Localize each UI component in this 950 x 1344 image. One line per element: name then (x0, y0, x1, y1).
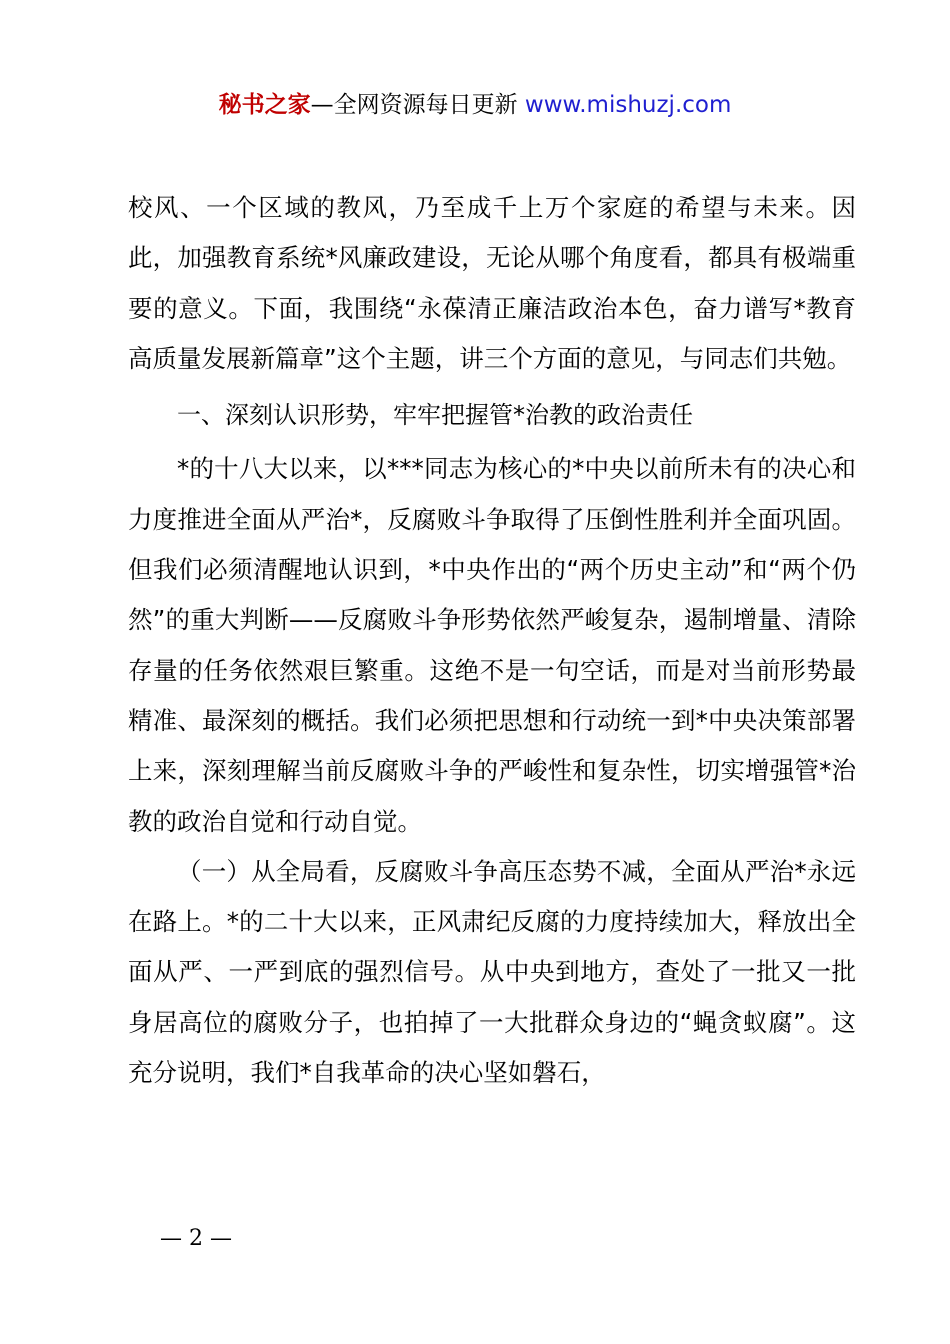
page-number: — 2 — (160, 1226, 232, 1251)
document-body (128, 183, 856, 1098)
site-brand: 秘书之家 (218, 92, 311, 118)
body-paragraph: *的十八大以来，以***同志为核心的*中央以前所未有的决心和力度推进全面从严治*，反腐败斗争取得了压倒性胜利并全面巩固。但我们必须清醒地认识到，*中央作出的“两个历史主动”和“两个仍然”的重大判断——反腐败斗争形势依然严峻复杂，遏制增量、清除存量的任务依然艰巨繁重。这绝不是一句空话，而是对当前形势最精准、最深刻的概括。我们必须把思想和行动统一到*中央决策部署上来，深刻理解当前反腐败斗争的严峻性和复杂性，切实增强管*治教的政治自觉和行动自觉。 (128, 454, 856, 836)
section-heading: 一、深刻认识形势，牢牢把握管*治教的政治责任 (177, 401, 693, 430)
site-slogan: —全网资源每日更新 (310, 92, 518, 118)
body-paragraph: 校风、一个区域的教风，乃至成千上万个家庭的希望与未来。因此，加强教育系统*风廉政建设，无论从哪个角度看，都具有极端重要的意义。下面，我围绕“永葆清正廉洁政治本色，奋力谱写*教育高质量发展新篇章”这个主题，讲三个方面的意见，与同志们共勉。 (128, 193, 856, 373)
site-url-link[interactable]: www.mishuzj.com (524, 92, 732, 118)
body-paragraph: （一）从全局看，反腐败斗争高压态势不减，全面从严治*永远在路上。*的二十大以来，正风肃纪反腐的力度持续加大，释放出全面从严、一严到底的强烈信号。从中央到地方，查处了一批又一批身居高位的腐败分子，也拍掉了一大批群众身边的“蝇贪蚁腐”。这充分说明，我们*自我革命的决心坚如磐石， (128, 856, 856, 1088)
site-header (0, 88, 950, 122)
